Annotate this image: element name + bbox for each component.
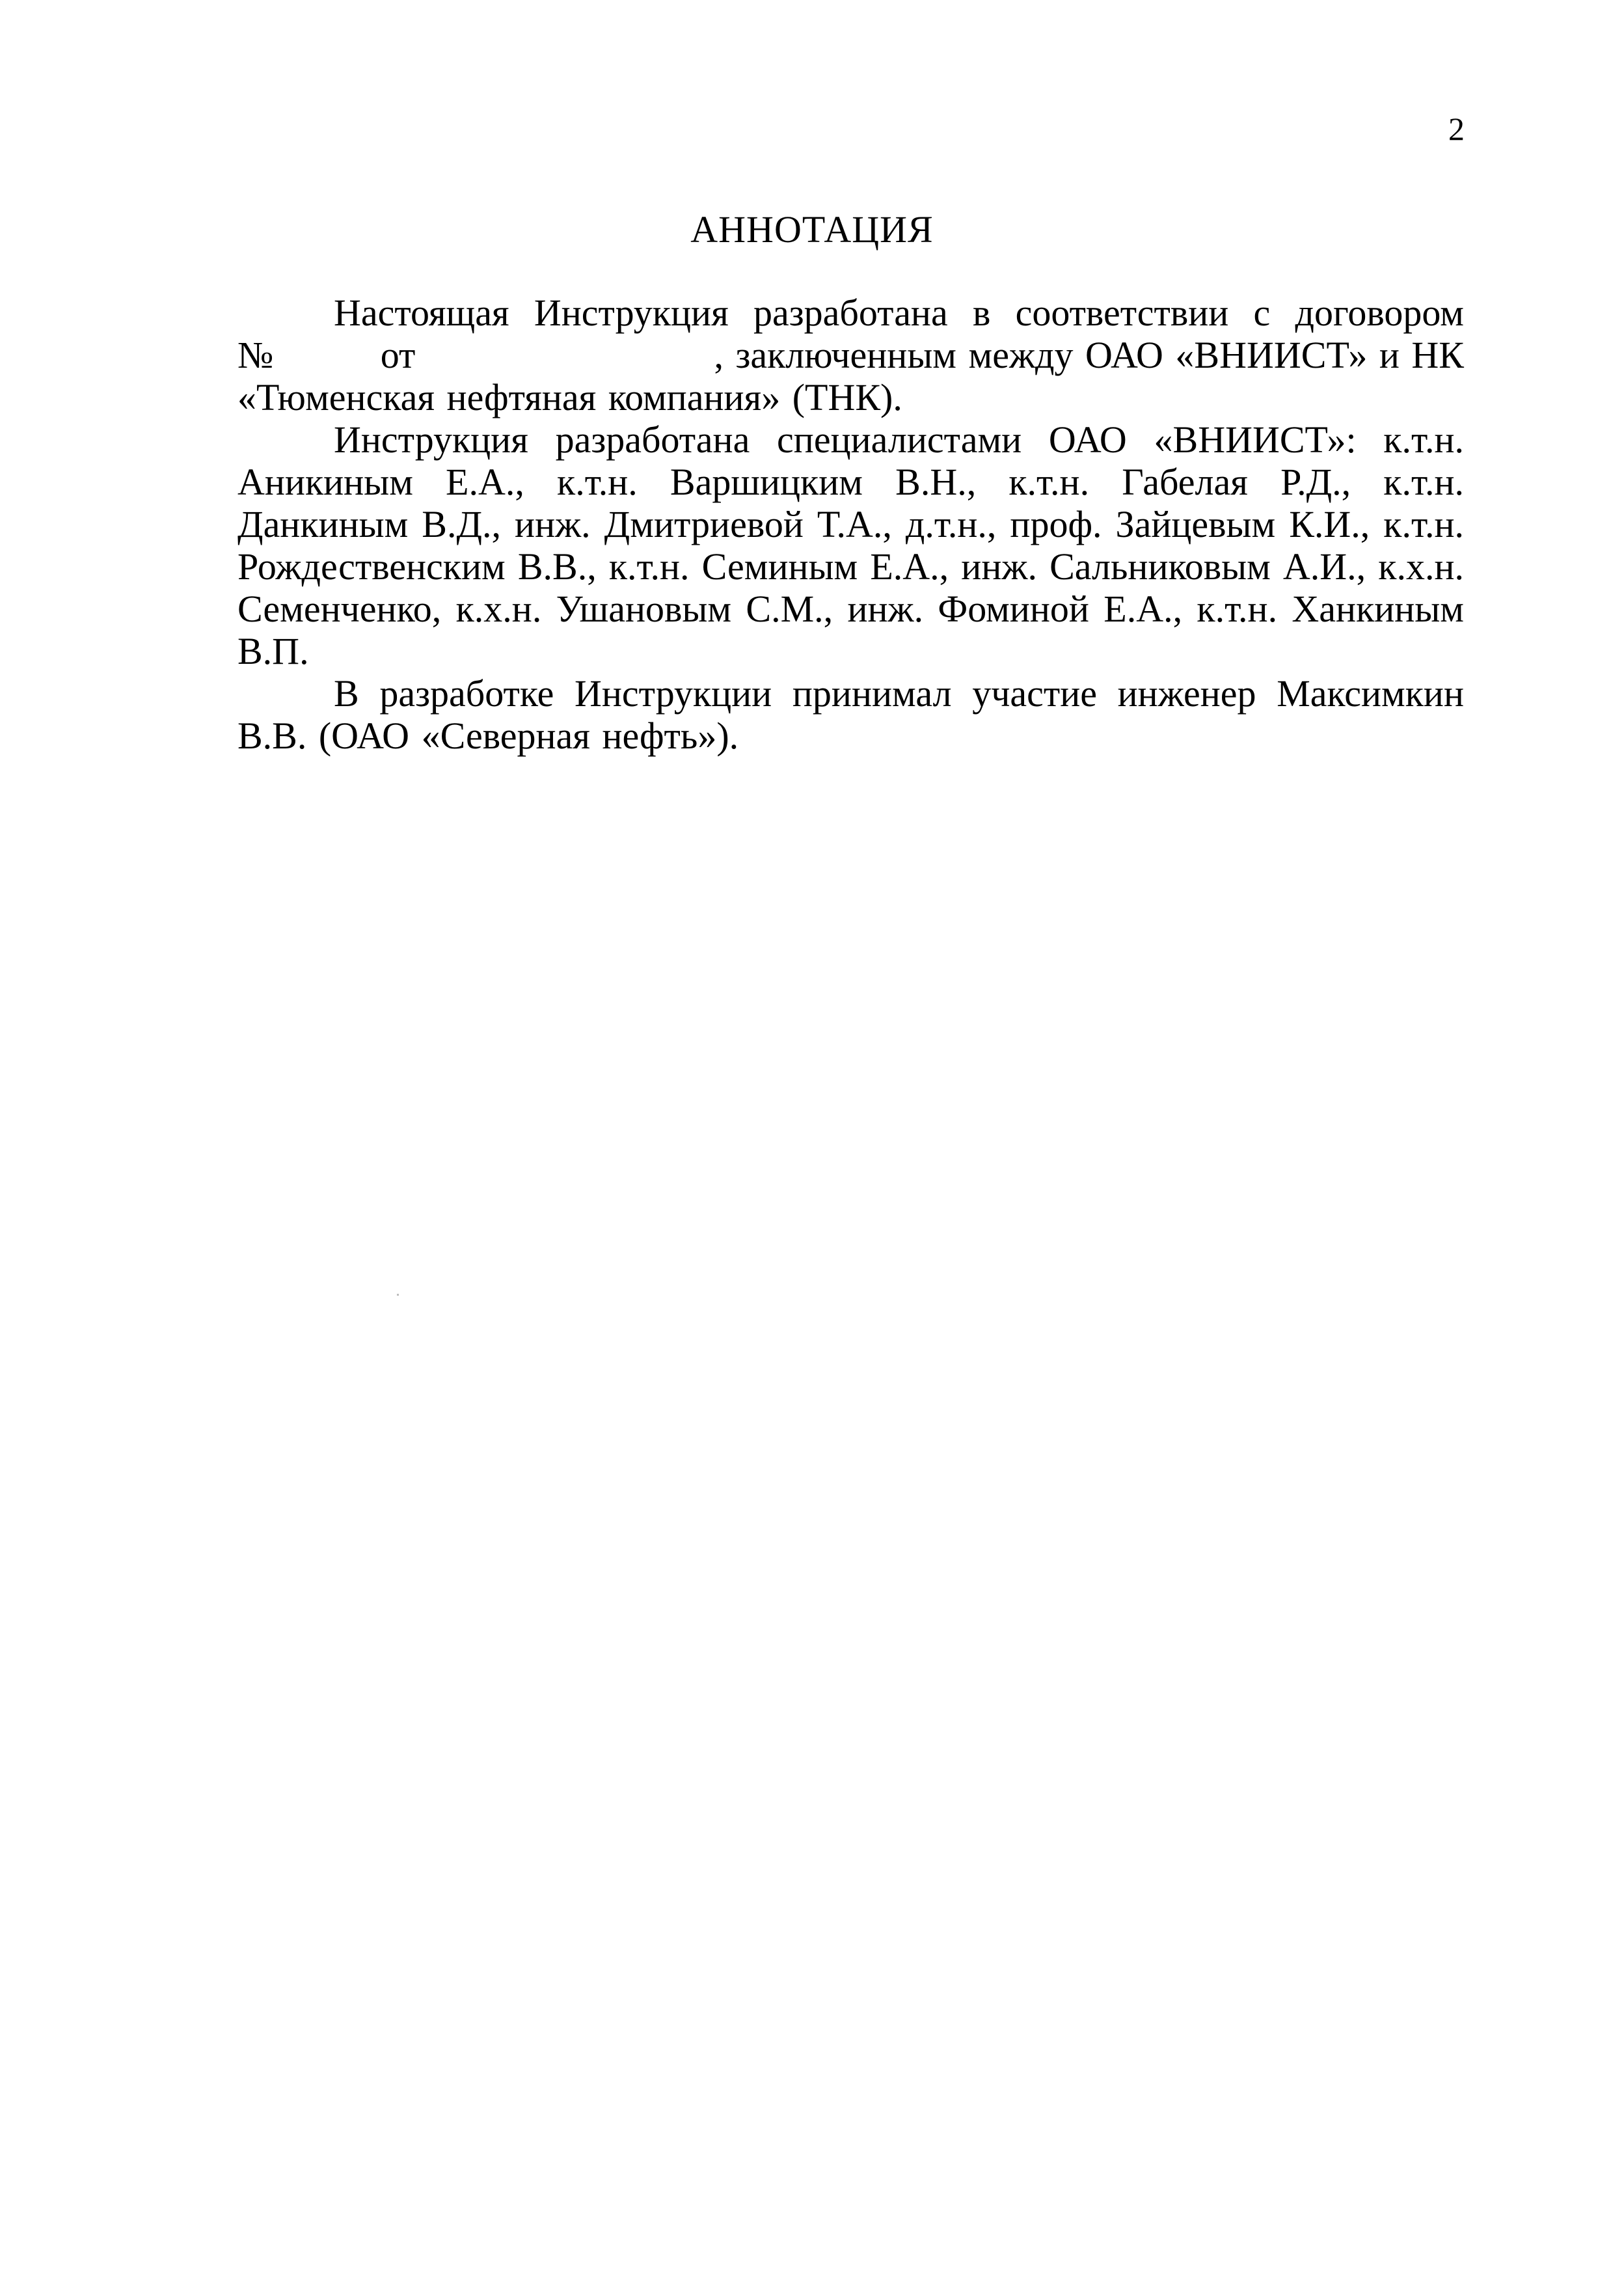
- page-number: 2: [1448, 111, 1465, 147]
- contract-parties: , заключенным между ОАО «ВНИИСТ» и НК: [714, 334, 1464, 376]
- contract-number-sign: №: [237, 334, 274, 376]
- authors-paragraph: Инструкция разработана специалистами ОАО «ВНИИСТ»: к.т.н. Аникиным Е.А., к.т.н. Варшицким В.Н., к.т.н. Габелая Р.Д., к.т.н. Данкиным В.Д., инж. Дмитриевой Т.А., д.т.н., проф. Зайцевым К.И., к.т.н. Рождественским В.В., к.т.н. Семиным Е.А., инж. Сальниковым А.И., к.х.н. Семенченко, к.х.н. Ушановым С.М., инж. Фоминой Е.А., к.т.н. Ханкиным В.П.: [237, 418, 1464, 672]
- contract-paragraph: [237, 292, 1464, 418]
- participation-paragraph: В разработке Инструкции принимал участие инженер Максимкин В.В. (ОАО «Северная нефть»).: [237, 672, 1464, 757]
- contract-from-word: от: [380, 334, 416, 376]
- annotation-body: [237, 292, 1464, 757]
- contract-line-1: Настоящая Инструкция разработана в соответствии с договором: [334, 292, 1464, 334]
- contract-line-3: «Тюменская нефтяная компания» (ТНК).: [237, 376, 902, 418]
- contract-line-2: [237, 334, 1464, 376]
- page-title: АННОТАЦИЯ: [690, 208, 934, 251]
- scan-speck: [397, 1294, 399, 1296]
